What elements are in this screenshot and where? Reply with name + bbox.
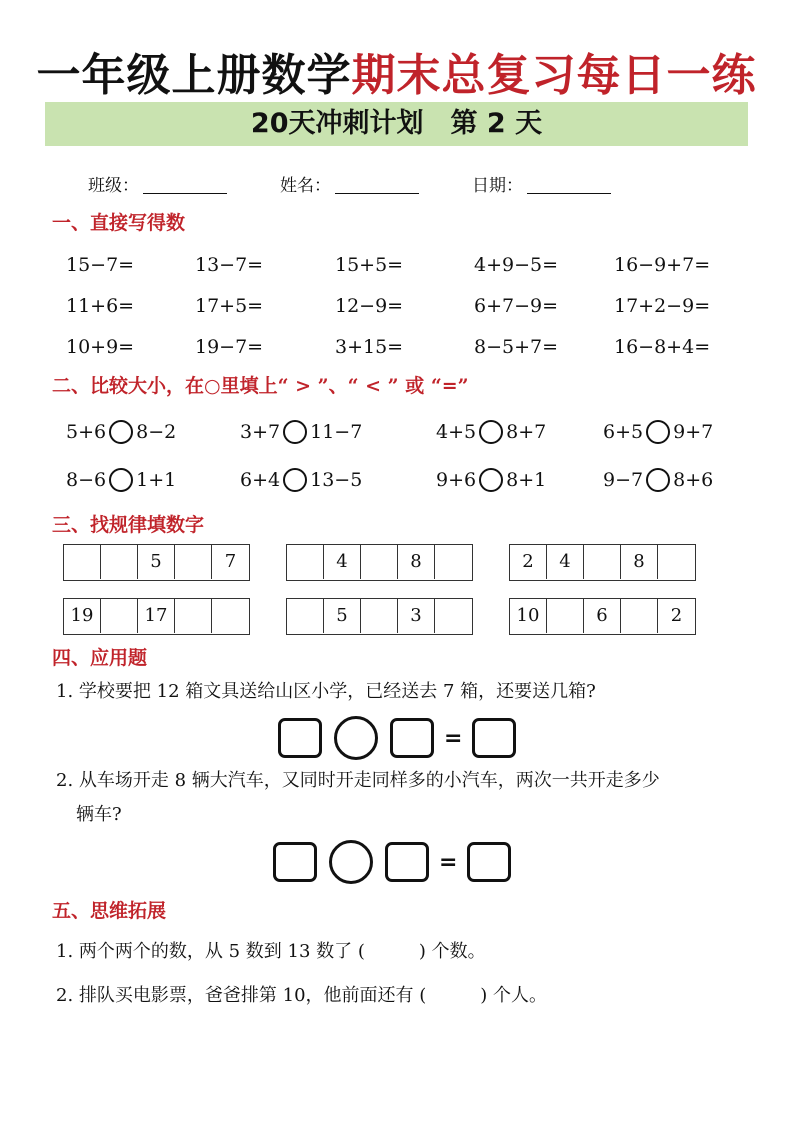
pattern-cell[interactable]: [175, 545, 212, 579]
subtitle: 20天冲刺计划 第 2 天: [250, 108, 543, 139]
pattern-cell[interactable]: [435, 599, 472, 633]
calc-item: 10+9=: [66, 336, 135, 358]
word-problem-1: 1. 学校要把 12 箱文具送给山区小学，已经送去 7 箱，还要送几箱?: [56, 681, 596, 702]
pattern-cell[interactable]: 7: [224, 551, 237, 572]
compare-item: [66, 417, 176, 447]
calc-item: 8−5+7=: [474, 336, 559, 358]
pattern-cell[interactable]: 4: [324, 545, 361, 579]
page-title: [0, 50, 793, 102]
title-part-2: 期末总复习每日一练: [351, 50, 757, 101]
pattern-cell[interactable]: 2: [670, 605, 683, 626]
pattern-cell[interactable]: 10: [510, 599, 547, 633]
compare-left: 5+6: [66, 421, 107, 443]
date-field: [472, 172, 611, 200]
name-label: 姓名：: [280, 176, 331, 196]
answer-box[interactable]: [385, 842, 429, 882]
answer-equation-1: [278, 716, 516, 760]
pattern-cell[interactable]: 5: [324, 599, 361, 633]
compare-circle[interactable]: [646, 468, 670, 492]
compare-circle[interactable]: [479, 420, 503, 444]
pattern-cell[interactable]: [212, 599, 249, 633]
calc-item: 4+9−5=: [474, 254, 559, 276]
compare-circle[interactable]: [109, 420, 133, 444]
pattern-grid: [509, 544, 696, 581]
calc-item: 17+5=: [195, 295, 264, 317]
compare-right: 8−2: [136, 421, 177, 443]
pattern-cell[interactable]: 5: [138, 545, 175, 579]
calc-item: 3+15=: [335, 336, 404, 358]
pattern-grid: [286, 544, 473, 581]
section-3-heading: 三、找规律填数字: [52, 514, 205, 536]
section-5-heading: 五、思维拓展: [52, 900, 167, 922]
pattern-cell[interactable]: 8: [621, 545, 658, 579]
calc-item: 12−9=: [335, 295, 404, 317]
equals-sign: =: [439, 849, 458, 875]
calc-item: 17+2−9=: [614, 295, 711, 317]
compare-item: [436, 465, 546, 495]
class-field: [88, 172, 227, 200]
section-4-heading: 四、应用题: [52, 647, 148, 669]
pattern-cell[interactable]: [287, 545, 324, 579]
compare-item: [66, 465, 176, 495]
word-problem-2-line-1: 2. 从车场开走 8 辆大汽车，又同时开走同样多的小汽车，两次一共开走多少: [56, 770, 660, 791]
compare-item: [240, 465, 362, 495]
date-label: 日期：: [472, 176, 523, 196]
compare-item: [603, 465, 713, 495]
answer-operator-circle[interactable]: [334, 716, 378, 760]
compare-right: 8+6: [673, 469, 714, 491]
answer-box[interactable]: [472, 718, 516, 758]
name-field: [280, 172, 419, 200]
pattern-cell[interactable]: [361, 545, 398, 579]
word-problem-2-line-2: 辆车?: [76, 804, 122, 825]
pattern-grid: [286, 598, 473, 635]
compare-item: [603, 417, 713, 447]
compare-left: 9+6: [436, 469, 477, 491]
compare-right: 13−5: [310, 469, 363, 491]
pattern-cell[interactable]: [435, 545, 472, 579]
pattern-cell[interactable]: [621, 599, 658, 633]
compare-right: 9+7: [673, 421, 714, 443]
calc-item: 19−7=: [195, 336, 264, 358]
pattern-cell[interactable]: [101, 599, 138, 633]
compare-circle[interactable]: [283, 468, 307, 492]
compare-left: 4+5: [436, 421, 477, 443]
pattern-cell[interactable]: [658, 545, 695, 579]
equals-sign: =: [444, 725, 463, 751]
pattern-cell[interactable]: [584, 545, 621, 579]
compare-left: 6+4: [240, 469, 281, 491]
pattern-cell[interactable]: [175, 599, 212, 633]
compare-circle[interactable]: [479, 468, 503, 492]
pattern-grid: [63, 598, 250, 635]
calc-item: 15+5=: [335, 254, 404, 276]
compare-left: 9−7: [603, 469, 644, 491]
pattern-cell[interactable]: 3: [398, 599, 435, 633]
date-blank[interactable]: [527, 175, 611, 194]
calc-item: 6+7−9=: [474, 295, 559, 317]
compare-right: 11−7: [310, 421, 363, 443]
compare-left: 6+5: [603, 421, 644, 443]
pattern-cell[interactable]: [64, 545, 101, 579]
calc-item: 13−7=: [195, 254, 264, 276]
compare-right: 1+1: [136, 469, 177, 491]
pattern-cell[interactable]: 4: [547, 545, 584, 579]
section-1-heading: 一、直接写得数: [52, 212, 186, 234]
answer-box[interactable]: [278, 718, 322, 758]
calc-item: 16−9+7=: [614, 254, 711, 276]
answer-operator-circle[interactable]: [329, 840, 373, 884]
pattern-cell[interactable]: 6: [584, 599, 621, 633]
answer-box[interactable]: [467, 842, 511, 882]
calc-item: 16−8+4=: [614, 336, 711, 358]
answer-box[interactable]: [273, 842, 317, 882]
compare-circle[interactable]: [109, 468, 133, 492]
pattern-cell[interactable]: 17: [138, 599, 175, 633]
pattern-cell[interactable]: [547, 599, 584, 633]
pattern-cell[interactable]: 8: [398, 545, 435, 579]
pattern-cell[interactable]: 2: [510, 545, 547, 579]
answer-equation-2: [273, 840, 511, 884]
section-2-heading: 二、比较大小，在○里填上“ > ”、“ < ” 或 “=”: [52, 375, 469, 397]
class-label: 班级：: [88, 176, 139, 196]
pattern-grid: [509, 598, 696, 635]
pattern-cell[interactable]: [287, 599, 324, 633]
name-blank[interactable]: [335, 175, 419, 194]
pattern-cell[interactable]: [361, 599, 398, 633]
class-blank[interactable]: [143, 175, 227, 194]
compare-circle[interactable]: [646, 420, 670, 444]
thinking-problem-2: 2. 排队买电影票，爸爸排第 10，他前面还有 ( ) 个人。: [56, 985, 548, 1006]
compare-left: 8−6: [66, 469, 107, 491]
compare-circle[interactable]: [283, 420, 307, 444]
pattern-cell[interactable]: 19: [64, 599, 101, 633]
compare-left: 3+7: [240, 421, 281, 443]
answer-box[interactable]: [390, 718, 434, 758]
compare-item: [436, 417, 546, 447]
calc-item: 15−7=: [66, 254, 135, 276]
title-part-1: 一年级上册数学: [36, 50, 352, 101]
pattern-cell[interactable]: [101, 545, 138, 579]
thinking-problem-1: 1. 两个两个的数，从 5 数到 13 数了 ( ) 个数。: [56, 941, 486, 962]
compare-item: [240, 417, 362, 447]
compare-right: 8+1: [506, 469, 547, 491]
pattern-grid: [63, 544, 250, 581]
compare-right: 8+7: [506, 421, 547, 443]
calc-item: 11+6=: [66, 295, 135, 317]
